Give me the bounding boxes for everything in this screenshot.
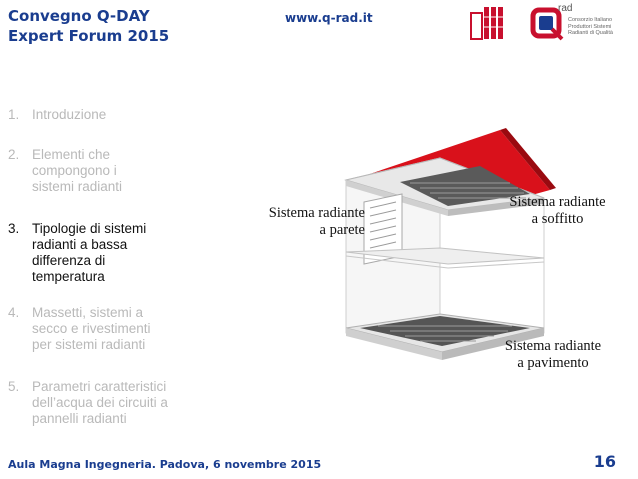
consortium-logo — [470, 5, 510, 43]
qrad-logo — [530, 3, 630, 45]
title-line-1: Convegno Q-DAY — [8, 7, 150, 25]
consortium-logo-mark — [470, 5, 510, 43]
agenda-item-4[interactable]: 4. Massetti, sistemi a secco e rivestimenti per sistemi radianti — [8, 305, 151, 352]
label-wall-system: Sistema radiante a parete — [268, 205, 365, 238]
agenda-item-1[interactable]: 1. Introduzione — [8, 107, 107, 122]
radiant-house-diagram — [330, 128, 570, 363]
footer-event: Aula Magna Ingegneria. Padova, 6 novembre 2015 — [8, 458, 322, 471]
presentation-title — [8, 6, 169, 46]
title-line-2: Expert Forum 2015 — [8, 27, 170, 45]
agenda-item-3[interactable]: 3. Tipologie di sistemi radianti a bassa differenza di temperatura — [8, 221, 147, 284]
agenda-item-5[interactable]: 5. Parametri caratteristici dell’acqua dei circuiti a pannelli radianti — [8, 379, 168, 426]
website-link[interactable]: www.q-rad.it — [285, 11, 373, 25]
agenda-item-2[interactable]: 2. Elementi che compongono i sistemi radianti — [8, 147, 123, 194]
qrad-logo-text: Consorzio Italiano Produttori Sistemi Radianti di Qualità — [568, 17, 613, 36]
page-number: 16 — [593, 452, 616, 471]
label-floor-system: Sistema radiante a pavimento — [504, 338, 602, 371]
qrad-logo-label: rad — [558, 3, 573, 14]
label-ceiling-system: Sistema radiante a soffitto — [509, 194, 606, 227]
